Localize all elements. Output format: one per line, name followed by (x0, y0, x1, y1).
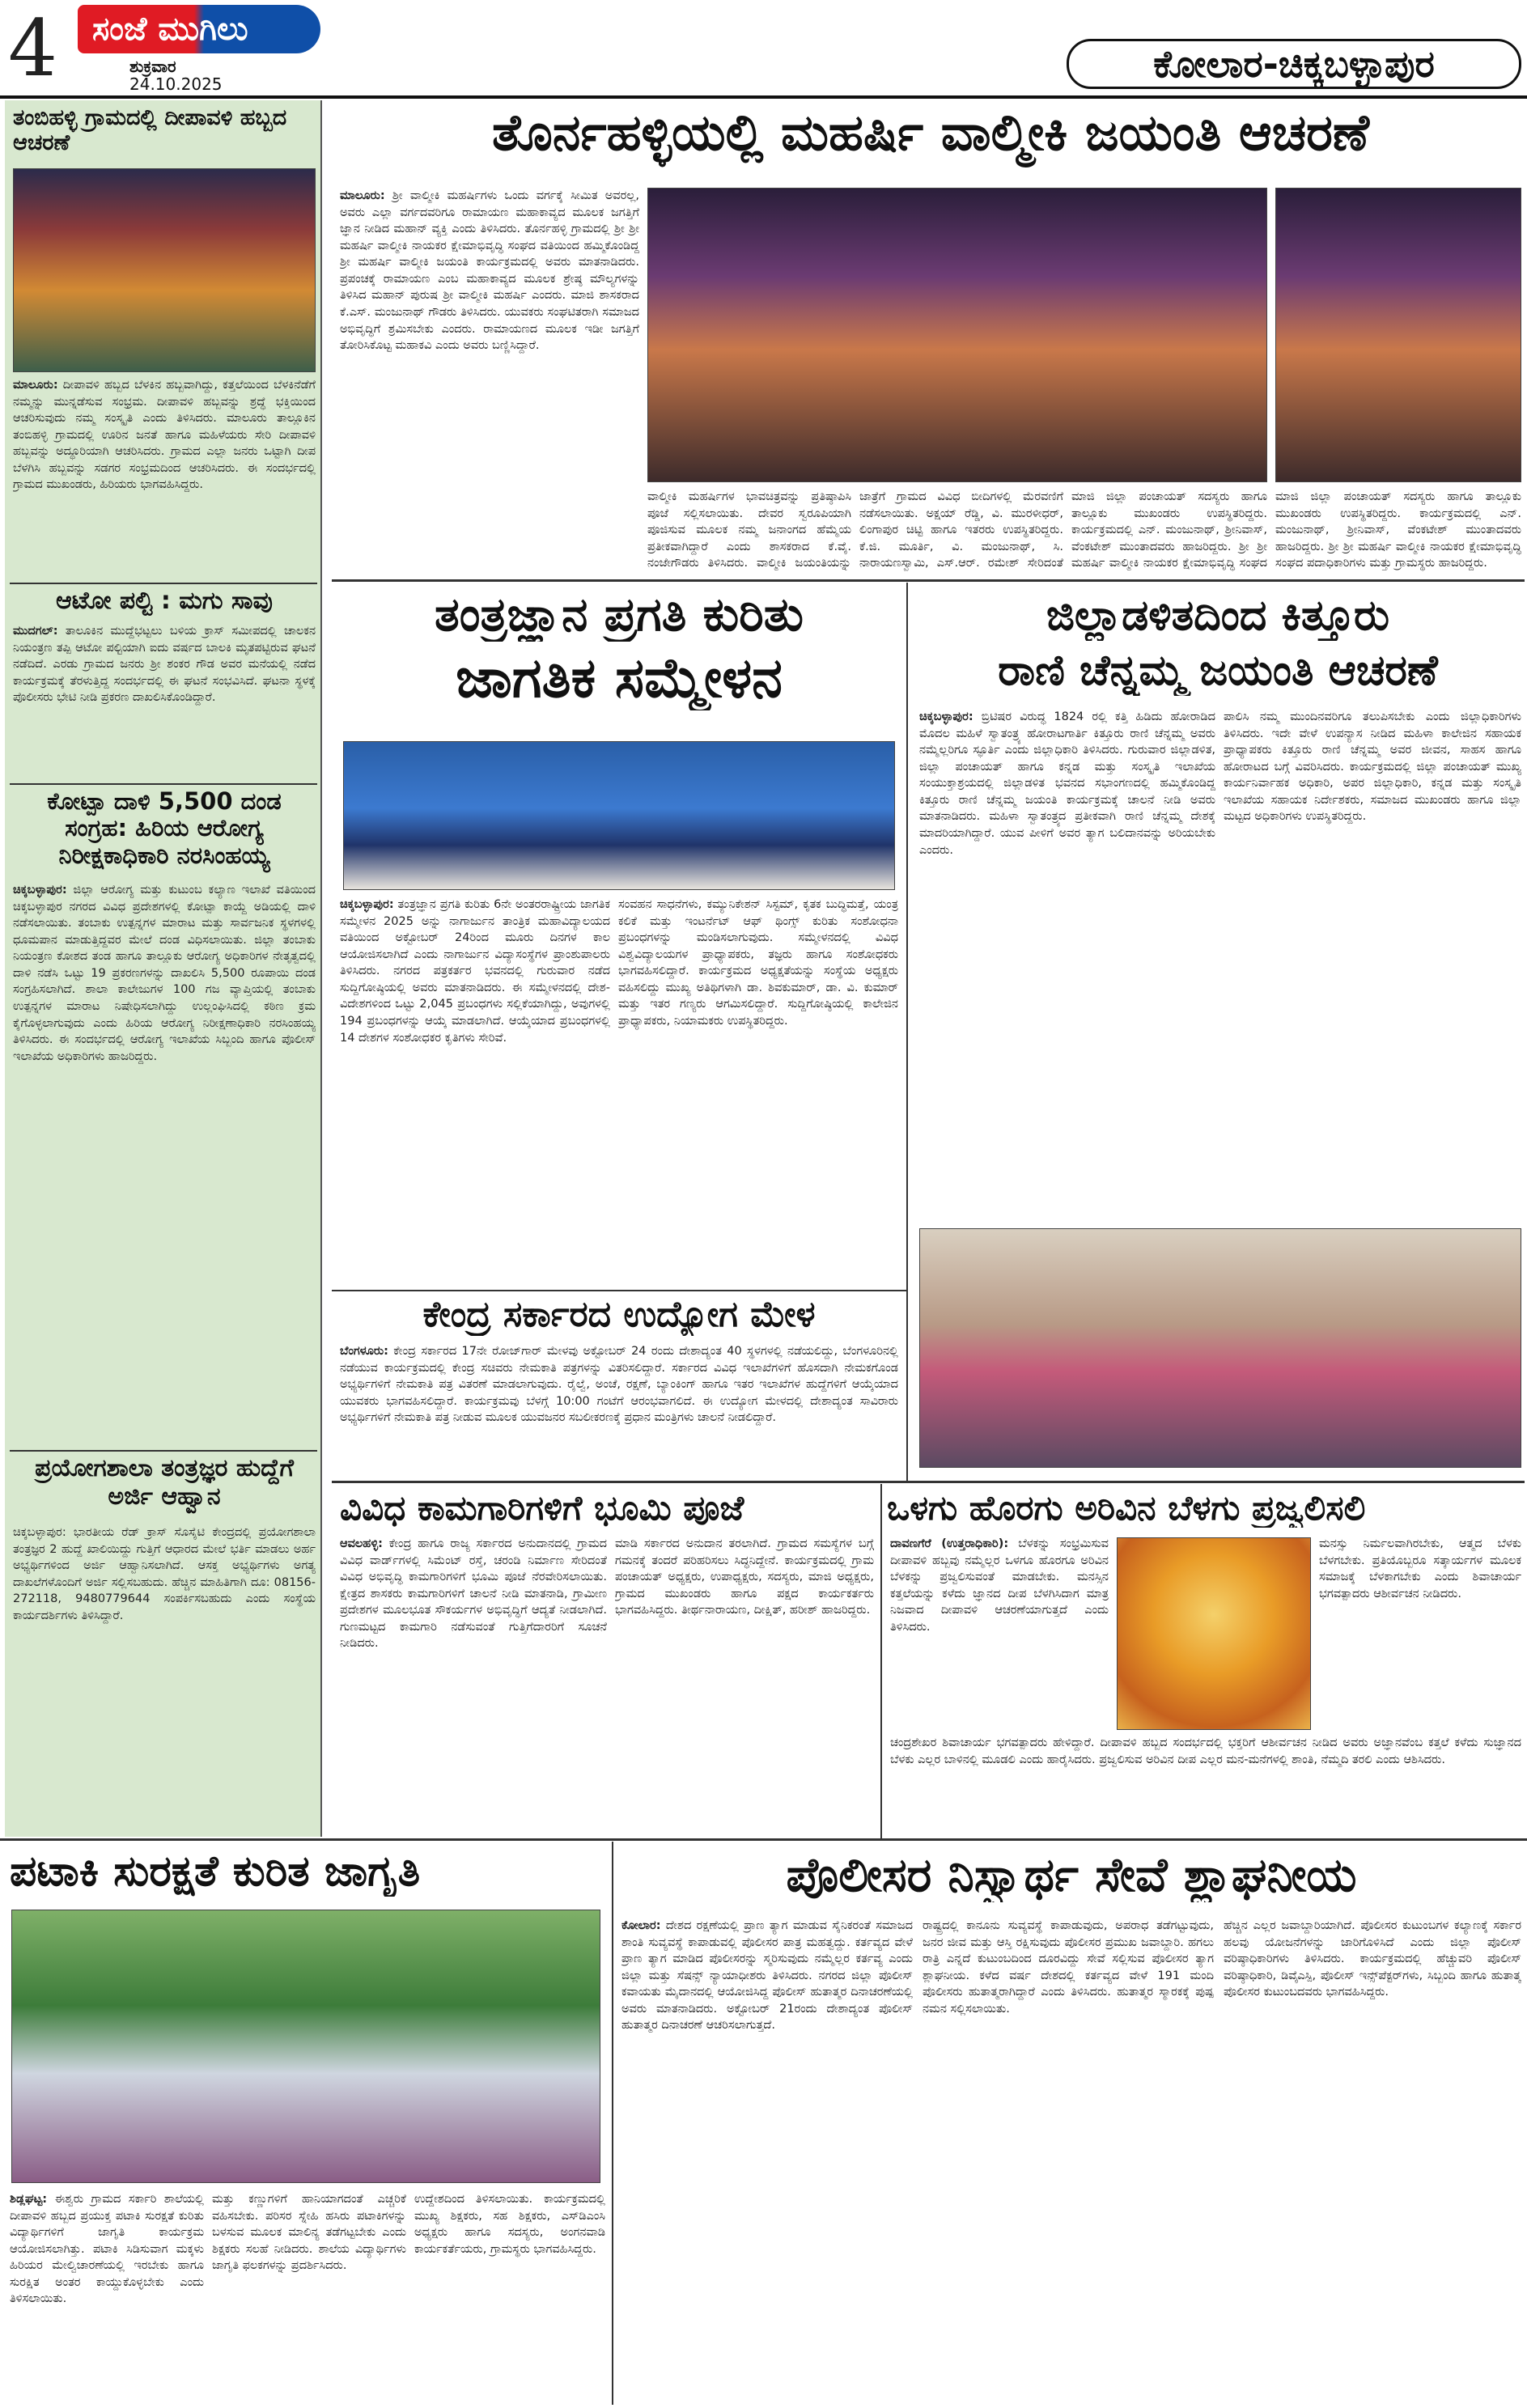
olagu-col2: ಮನಸ್ಸು ನಿರ್ಮಲವಾಗಿರಬೇಕು, ಆತ್ಮದ ಬೆಳಕು ಬೆಳಗಬೇಕು. ಪ್ರತಿಯೊಬ್ಬರೂ ಸತ್ಕಾರ್ಯಗಳ ಮೂಲಕ ಸಮಾಜಕ್ಕೆ ಬೆಳಕಾಗಬೇಕು ಎಂದು ಶಿವಾಚಾರ್ಯ ಭಗವತ್ಪಾದರು ಆಶೀರ್ವಚನ ನೀಡಿದರು. (1319, 1537, 1521, 1600)
lead-col4: ಮಾಜಿ ಜಿಲ್ಲಾ ಪಂಚಾಯತ್ ಸದಸ್ಯರು ಹಾಗೂ ತಾಲ್ಲೂಕು ಮುಖಂಡರು ಉಪಸ್ಥಿತರಿದ್ದರು. ಕಾರ್ಯಕ್ರಮದಲ್ಲಿ ಎನ್. ಮಂಜುನಾಥ್, ಶ್ರೀನಿವಾಸ್, ವೆಂಕಟೇಶ್ ಮುಂತಾದವರು ಹಾಜರಿದ್ದರು. ಶ್ರೀ ಶ್ರೀ ಮಹರ್ಷಿ ವಾಲ್ಮೀಕಿ ನಾಯಕರ ಕ್ಷೇಮಾಭಿವೃದ್ಧಿ ಸಂಘದ ಪದಾಧಿಕಾರಿಗಳು ಮತ್ತು ಗ್ರಾಮಸ್ಥರು ಹಾಜರಿದ್ದರು. (1275, 490, 1521, 570)
divider (0, 1838, 1527, 1841)
lead-col3: ಜಾತ್ರೆಗೆ ಗ್ರಾಮದ ವಿವಿಧ ಬೀದಿಗಳಲ್ಲಿ ಮೆರವಣಿಗೆ ನಡೆಸಲಾಯಿತು. ಅಕ್ಷಯ್ ರೆಡ್ಡಿ, ವಿ. ಮುರಳೀಧರ್, ಲಿಂಗಾಪುರ ಚಿಟ್ಟಿ ಹಾಗೂ ಇತರರು ಉಪಸ್ಥಿತರಿದ್ದರು. ಕೆ.ಜಿ. ಮೂರ್ತಿ, ವಿ. ಮಂಜುನಾಥ್, ಸಿ. ನಾರಾಯಣಸ್ವಾಮಿ, ಎಸ್.ಆರ್. ರಮೇಶ್ ಸೇರಿದಂತೆ (859, 490, 1063, 570)
police-col1: ಕೋಲಾರ: ದೇಶದ ರಕ್ಷಣೆಯಲ್ಲಿ ಪ್ರಾಣ ತ್ಯಾಗ ಮಾಡುವ ಸೈನಿಕರಂತೆ ಸಮಾಜದ ಶಾಂತಿ ಸುವ್ಯವಸ್ಥೆ ಕಾಪಾಡುವಲ್ಲಿ ಪೊಲೀಸರ ಪಾತ್ರ ಮಹತ್ವದ್ದು. ಕರ್ತವ್ಯದ ವೇಳೆ ಪ್ರಾಣ ತ್ಯಾಗ ಮಾಡಿದ ಪೊಲೀಸರನ್ನು ಸ್ಮರಿಸುವುದು ನಮ್ಮೆಲ್ಲರ ಕರ್ತವ್ಯ ಎಂದು ಜಿಲ್ಲಾ ಮತ್ತು ಸೆಷನ್ಸ್ ನ್ಯಾಯಾಧೀಶರು ತಿಳಿಸಿದರು. ನಗರದ ಜಿಲ್ಲಾ ಪೊಲೀಸ್ ಕವಾಯತು ಮೈದಾನದಲ್ಲಿ ಆಯೋಜಿಸಿದ್ದ ಪೊಲೀಸ್ ಹುತಾತ್ಮರ ದಿನಾಚರಣೆಯಲ್ಲಿ ಅವರು ಮಾತನಾಡಿದರು. ಅಕ್ಟೋಬರ್ 21ರಂದು ದೇಶಾದ್ಯಂತ ಪೊಲೀಸ್ ಹುತಾತ್ಮರ ದಿನಾಚರಣೆ ಆಚರಿಸಲಾಗುತ್ತದೆ. (621, 1919, 913, 2033)
bhoomi-col2: ಮಾಡಿ ಸರ್ಕಾರದ ಅನುದಾನ ತರಲಾಗಿದೆ. ಗ್ರಾಮದ ಸಮಸ್ಯೆಗಳ ಬಗ್ಗೆ ಗಮನಕ್ಕೆ ತಂದರೆ ಪರಿಹರಿಸಲು ಸಿದ್ಧನಿದ್ದೇನೆ. ಕಾರ್ಯಕ್ರಮದಲ್ಲಿ ಗ್ರಾಮ ಪಂಚಾಯತ್ ಅಧ್ಯಕ್ಷರು, ಉಪಾಧ್ಯಕ್ಷರು, ಸದಸ್ಯರು, ಮಾಜಿ ಅಧ್ಯಕ್ಷರು, ಗ್ರಾಮದ ಮುಖಂಡರು ಹಾಗೂ ಪಕ್ಷದ ಕಾರ್ಯಕರ್ತರು ಭಾಗವಹಿಸಿದ್ದರು. ತೀರ್ಥನಾರಾಯಣ, ದೀಕ್ಷಿತ್, ಹರೀಶ್ ಹಾಜರಿದ್ದರು. (615, 1537, 874, 1617)
pataki-col3: ಉದ್ದೇಶದಿಂದ ತಿಳಿಸಲಾಯಿತು. ಕಾರ್ಯಕ್ರಮದಲ್ಲಿ ಮುಖ್ಯ ಶಿಕ್ಷಕರು, ಸಹ ಶಿಕ್ಷಕರು, ಎಸ್‌ಡಿಎಂಸಿ ಅಧ್ಯಕ್ಷರು ಹಾಗೂ ಸದಸ್ಯರು, ಅಂಗನವಾಡಿ ಕಾರ್ಯಕರ್ತೆಯರು, ಗ್ರಾಮಸ್ಥರು ಭಾಗವಹಿಸಿದ್ದರು. (414, 2193, 605, 2256)
lead-col2: ವಾಲ್ಮೀಕಿ ಮಹರ್ಷಿಗಳ ಭಾವಚಿತ್ರವನ್ನು ಪ್ರತಿಷ್ಠಾಪಿಸಿ ಪೂಜೆ ಸಲ್ಲಿಸಲಾಯಿತು. ದೇವರ ಸ್ವರೂಪಿಯಾಗಿ ಪೂಜಿಸುವ ಮೂಲಕ ನಮ್ಮ ಜನಾಂಗದ ಹೆಮ್ಮೆಯ ಪ್ರತೀಕವಾಗಿದ್ದಾರೆ ಎಂದು ಶಾಸಕರಾದ ಕೆ.ವೈ. ನಂಜೇಗೌಡರು ತಿಳಿಸಿದರು. ವಾಲ್ಮೀಕಿ ಜಯಂತಿಯನ್ನು (647, 490, 851, 570)
pataki-col1: ಶಿಡ್ಲಘಟ್ಟ: ಈಶ್ವರು ಗ್ರಾಮದ ಸರ್ಕಾರಿ ಶಾಲೆಯಲ್ಲಿ ದೀಪಾವಳಿ ಹಬ್ಬದ ಪ್ರಯುಕ್ತ ಪಟಾಕಿ ಸುರಕ್ಷತೆ ಕುರಿತು ವಿದ್ಯಾರ್ಥಿಗಳಿಗೆ ಜಾಗೃತಿ ಕಾರ್ಯಕ್ರಮ ಆಯೋಜಿಸಲಾಗಿತ್ತು. ಪಟಾಕಿ ಸಿಡಿಸುವಾಗ ಮಕ್ಕಳು ಹಿರಿಯರ ಮೇಲ್ವಿಚಾರಣೆಯಲ್ಲಿ ಇರಬೇಕು ಹಾಗೂ ಸುರಕ್ಷಿತ ಅಂತರ ಕಾಯ್ದುಕೊಳ್ಳಬೇಕು ಎಂದು ತಿಳಿಸಲಾಯಿತು. (10, 2193, 204, 2306)
divider (10, 1450, 317, 1452)
issue-date: 24.10.2025 (129, 74, 223, 94)
sidebar-s1-photo (13, 168, 316, 372)
divider (332, 1481, 1525, 1483)
bhoomi-col1: ಆವಲಹಳ್ಳಿ: ಕೇಂದ್ರ ಹಾಗೂ ರಾಜ್ಯ ಸರ್ಕಾರದ ಅನುದಾನದಲ್ಲಿ ಗ್ರಾಮದ ವಿವಿಧ ವಾರ್ಡ್‌ಗಳಲ್ಲಿ ಸಿಮೆಂಟ್ ರಸ್ತೆ, ಚರಂಡಿ ನಿರ್ಮಾಣ ಸೇರಿದಂತೆ ವಿವಿಧ ಅಭಿವೃದ್ಧಿ ಕಾಮಗಾರಿಗಳಿಗೆ ಭೂಮಿ ಪೂಜೆ ನೆರವೇರಿಸಲಾಯಿತು. ಕ್ಷೇತ್ರದ ಶಾಸಕರು ಕಾಮಗಾರಿಗಳಿಗೆ ಚಾಲನೆ ನೀಡಿ ಮಾತನಾಡಿ, ಗ್ರಾಮೀಣ ಪ್ರದೇಶಗಳ ಮೂಲಭೂತ ಸೌಕರ್ಯಗಳ ಅಭಿವೃದ್ಧಿಗೆ ಆದ್ಯತೆ ನೀಡಲಾಗಿದೆ. ಗುಣಮಟ್ಟದ ಕಾಮಗಾರಿ ನಡೆಸುವಂತೆ ಗುತ್ತಿಗೆದಾರರಿಗೆ ಸೂಚನೆ ನೀಡಿದರು. (340, 1537, 607, 1651)
police-col2: ರಾಷ್ಟ್ರದಲ್ಲಿ ಕಾನೂನು ಸುವ್ಯವಸ್ಥೆ ಕಾಪಾಡುವುದು, ಅಪರಾಧ ತಡೆಗಟ್ಟುವುದು, ಜನರ ಜೀವ ಮತ್ತು ಆಸ್ತಿ ರಕ್ಷಿಸುವುದು ಪೊಲೀಸರ ಪ್ರಮುಖ ಜವಾಬ್ದಾರಿ. ಹಗಲು ರಾತ್ರಿ ಎನ್ನದೆ ಕುಟುಂಬದಿಂದ ದೂರವಿದ್ದು ಸೇವೆ ಸಲ್ಲಿಸುವ ಪೊಲೀಸರ ತ್ಯಾಗ ಶ್ಲಾಘನೀಯ. ಕಳೆದ ವರ್ಷ ದೇಶದಲ್ಲಿ ಕರ್ತವ್ಯದ ವೇಳೆ 191 ಮಂದಿ ಪೊಲೀಸರು ಹುತಾತ್ಮರಾಗಿದ್ದಾರೆ ಎಂದು ತಿಳಿಸಿದರು. ಹುತಾತ್ಮರ ಸ್ಮಾರಕಕ್ಕೆ ಪುಷ್ಪ ನಮನ ಸಲ್ಲಿಸಲಾಯಿತು. (923, 1919, 1214, 2016)
sidebar-s1-body: ಮಾಲೂರು: ದೀಪಾವಳಿ ಹಬ್ಬದ ಬೆಳಕಿನ ಹಬ್ಬವಾಗಿದ್ದು, ಕತ್ತಲೆಯಿಂದ ಬೆಳಕಿನೆಡೆಗೆ ನಮ್ಮನ್ನು ಮುನ್ನಡೆಸುವ ಸಂಭ್ರಮ. ದೀಪಾವಳಿ ಹಬ್ಬವನ್ನು ಶ್ರದ್ಧೆ ಭಕ್ತಿಯಿಂದ ಆಚರಿಸುವುದು ನಮ್ಮ ಸಂಸ್ಕೃತಿ ಎಂದು ತಿಳಿಸಿದರು. ಮಾಲೂರು ತಾಲ್ಲೂಕಿನ ತಂಬಿಹಳ್ಳಿ ಗ್ರಾಮದಲ್ಲಿ ಊರಿನ ಜನತೆ ಹಾಗೂ ಮಹಿಳೆಯರು ಸೇರಿ ದೀಪಾವಳಿ ಹಬ್ಬವನ್ನು ಅದ್ಧೂರಿಯಾಗಿ ಆಚರಿಸಿದರು. ಗ್ರಾಮದ ಎಲ್ಲಾ ಜನರು ಒಟ್ಟಾಗಿ ದೀಪ ಬೆಳಗಿಸಿ ಹಬ್ಬವನ್ನು ಸಡಗರ ಸಂಭ್ರಮದಿಂದ ಆಚರಿಸಿದರು. ಈ ಸಂದರ್ಭದಲ್ಲಿ ಗ್ರಾಮದ ಮುಖಂಡರು, ಹಿರಿಯರು ಭಾಗವಹಿಸಿದ್ದರು. (13, 379, 316, 492)
tech-photo (343, 741, 895, 890)
divider (880, 1484, 882, 1840)
pataki-col2: ಮತ್ತು ಕಣ್ಣುಗಳಿಗೆ ಹಾನಿಯಾಗದಂತೆ ಎಚ್ಚರಿಕೆ ವಹಿಸಬೇಕು. ಪರಿಸರ ಸ್ನೇಹಿ ಹಸಿರು ಪಟಾಕಿಗಳನ್ನು ಬಳಸುವ ಮೂಲಕ ಮಾಲಿನ್ಯ ತಡೆಗಟ್ಟಬೇಕು ಎಂದು ಶಿಕ್ಷಕರು ಸಲಹೆ ನೀಡಿದರು. ಶಾಲೆಯ ವಿದ್ಯಾರ್ಥಿಗಳು ಜಾಗೃತಿ ಫಲಕಗಳನ್ನು ಪ್ರದರ್ಶಿಸಿದರು. (212, 2193, 406, 2273)
page-number: 4 (8, 3, 58, 94)
weekday: ಶುಕ್ರವಾರ (129, 57, 176, 76)
jobfair-body: ಬೆಂಗಳೂರು: ಕೇಂದ್ರ ಸರ್ಕಾರದ 17ನೇ ರೋಜ್‌ಗಾರ್ ಮೇಳವು ಅಕ್ಟೋಬರ್ 24 ರಂದು ದೇಶಾದ್ಯಂತ 40 ಸ್ಥಳಗಳಲ್ಲಿ ನಡೆಯಲಿದ್ದು, ಬೆಂಗಳೂರಿನಲ್ಲಿ ನಡೆಯುವ ಕಾರ್ಯಕ್ರಮದಲ್ಲಿ ಕೇಂದ್ರ ಸಚಿವರು ನೇಮಕಾತಿ ಪತ್ರಗಳನ್ನು ವಿತರಿಸಲಿದ್ದಾರೆ. ಸರ್ಕಾರದ ವಿವಿಧ ಇಲಾಖೆಗಳಿಗೆ ಹೊಸದಾಗಿ ನೇಮಕಗೊಂಡ ಅಭ್ಯರ್ಥಿಗಳಿಗೆ ನೇಮಕಾತಿ ಪತ್ರ ವಿತರಣೆ ಮಾಡಲಾಗುವುದು. ರೈಲ್ವೆ, ಅಂಚೆ, ರಕ್ಷಣೆ, ಬ್ಯಾಂಕಿಂಗ್ ಹಾಗೂ ಇತರ ಇಲಾಖೆಗಳ ಹುದ್ದೆಗಳಿಗೆ ಆಯ್ಕೆಯಾದ ಯುವಕರು ಭಾಗವಹಿಸಲಿದ್ದಾರೆ. ಕಾರ್ಯಕ್ರಮವು ಬೆಳಗ್ಗೆ 10:00 ಗಂಟೆಗೆ ಆರಂಭವಾಗಲಿದೆ. ಈ ಉದ್ಯೋಗ ಮೇಳದಲ್ಲಿ ದೇಶಾದ್ಯಂತ ಸಾವಿರಾರು ಅಭ್ಯರ್ಥಿಗಳಿಗೆ ನೇಮಕಾತಿ ಪತ್ರ ನೀಡುವ ಮೂಲಕ ಯುವಜನರ ಸಬಲೀಕರಣಕ್ಕೆ ಪ್ರಧಾನ ಮಂತ್ರಿಗಳು ಚಾಲನೆ ನೀಡಲಿದ್ದಾರೆ. (340, 1345, 898, 1425)
region-banner: ಕೋಲಾರ-ಚಿಕ್ಕಬಳ್ಳಾಪುರ (1067, 39, 1521, 89)
lead-photo-side (1275, 188, 1521, 482)
police-col3: ಹೆಚ್ಚಿನ ಎಲ್ಲರ ಜವಾಬ್ದಾರಿಯಾಗಿದೆ. ಪೊಲೀಸರ ಕುಟುಂಬಗಳ ಕಲ್ಯಾಣಕ್ಕೆ ಸರ್ಕಾರ ಹಲವು ಯೋಜನೆಗಳನ್ನು ಜಾರಿಗೊಳಿಸಿದೆ ಎಂದು ಜಿಲ್ಲಾ ಪೊಲೀಸ್ ವರಿಷ್ಠಾಧಿಕಾರಿಗಳು ತಿಳಿಸಿದರು. ಕಾರ್ಯಕ್ರಮದಲ್ಲಿ ಹೆಚ್ಚುವರಿ ಪೊಲೀಸ್ ವರಿಷ್ಠಾಧಿಕಾರಿ, ಡಿವೈಎಸ್ಪಿ, ಪೊಲೀಸ್ ಇನ್ಸ್‌ಪೆಕ್ಟರ್‌ಗಳು, ಸಿಬ್ಬಂದಿ ಹಾಗೂ ಹುತಾತ್ಮ ಪೊಲೀಸರ ಕುಟುಂಬದವರು ಭಾಗವಹಿಸಿದ್ದರು. (1224, 1919, 1521, 1999)
sidebar-s4-title: ಪ್ರಯೋಗಶಾಲಾ ತಂತ್ರಜ್ಞರ ಹುದ್ದೆಗೆ ಅರ್ಜಿ ಆಹ್ವಾನ (35, 1454, 294, 1511)
divider (332, 1290, 906, 1291)
divider (612, 1842, 613, 2405)
pataki-photo (11, 1910, 600, 2183)
olagu-col1: ದಾವಣಗೆರೆ (ಉತ್ತರಾಧಿಕಾರಿ): ಬೆಳಕನ್ನು ಸಂಭ್ರಮಿಸುವ ದೀಪಾವಳಿ ಹಬ್ಬವು ನಮ್ಮೆಲ್ಲರ ಒಳಗೂ ಹೊರಗೂ ಅರಿವಿನ ಬೆಳಕನ್ನು ಪ್ರಜ್ವಲಿಸುವಂತೆ ಮಾಡಬೇಕು. ಮನಸ್ಸಿನ ಕತ್ತಲೆಯನ್ನು ಕಳೆದು ಜ್ಞಾನದ ದೀಪ ಬೆಳಗಿಸಿದಾಗ ಮಾತ್ರ ನಿಜವಾದ ದೀಪಾವಳಿ ಆಚರಣೆಯಾಗುತ್ತದೆ ಎಂದು ತಿಳಿಸಿದರು. (890, 1537, 1109, 1634)
lead-headline: ತೊರ್ನಹಳ್ಳಿಯಲ್ಲಿ ಮಹರ್ಷಿ ವಾಲ್ಮೀಕಿ ಜಯಂತಿ ಆಚರಣೆ (491, 104, 1370, 162)
sidebar-s3-body: ಚಿಕ್ಕಬಳ್ಳಾಪುರ: ಜಿಲ್ಲಾ ಆರೋಗ್ಯ ಮತ್ತು ಕುಟುಂಬ ಕಲ್ಯಾಣ ಇಲಾಖೆ ವತಿಯಿಂದ ಚಿಕ್ಕಬಳ್ಳಾಪುರ ನಗರದ ವಿವಿಧ ಪ್ರದೇಶಗಳಲ್ಲಿ ಕೋಟ್ಪಾ ಕಾಯ್ದೆ ಅಡಿಯಲ್ಲಿ ದಾಳಿ ನಡೆಸಲಾಯಿತು. ತಂಬಾಕು ಉತ್ಪನ್ನಗಳ ಮಾರಾಟ ಮತ್ತು ಸಾರ್ವಜನಿಕ ಸ್ಥಳಗಳಲ್ಲಿ ಧೂಮಪಾನ ಮಾಡುತ್ತಿದ್ದವರ ಮೇಲೆ ದಂಡ ವಿಧಿಸಲಾಯಿತು. ಜಿಲ್ಲಾ ತಂಬಾಕು ನಿಯಂತ್ರಣ ಕೋಶದ ತಂಡ ಹಾಗೂ ತಾಲ್ಲೂಕು ಆರೋಗ್ಯ ಅಧಿಕಾರಿಗಳ ನೇತೃತ್ವದಲ್ಲಿ ದಾಳಿ ನಡೆಸಿ ಒಟ್ಟು 19 ಪ್ರಕರಣಗಳನ್ನು ದಾಖಲಿಸಿ 5,500 ರೂಪಾಯಿ ದಂಡ ಸಂಗ್ರಹಿಸಲಾಗಿದೆ. ಶಾಲಾ ಕಾಲೇಜುಗಳ 100 ಗಜ ವ್ಯಾಪ್ತಿಯಲ್ಲಿ ತಂಬಾಕು ಉತ್ಪನ್ನಗಳ ಮಾರಾಟ ನಿಷೇಧಿಸಲಾಗಿದ್ದು ಉಲ್ಲಂಘಿಸಿದಲ್ಲಿ ಕಠಿಣ ಕ್ರಮ ಕೈಗೊಳ್ಳಲಾಗುವುದು ಎಂದು ಹಿರಿಯ ಆರೋಗ್ಯ ನಿರೀಕ್ಷಣಾಧಿಕಾರಿ ನರಸಿಂಹಯ್ಯ ತಿಳಿಸಿದರು. ಈ ಸಂದರ್ಭದಲ್ಲಿ ಆರೋಗ್ಯ ಇಲಾಖೆಯ ಸಿಬ್ಬಂದಿ ಹಾಗೂ ಪೊಲೀಸ್ ಇಲಾಖೆಯ ಅಧಿಕಾರಿಗಳು ಹಾಜರಿದ್ದರು. (13, 884, 316, 1063)
jobfair-headline: ಕೇಂದ್ರ ಸರ್ಕಾರದ ಉದ್ಯೋಗ ಮೇಳ (422, 1295, 816, 1335)
header-rule (0, 95, 1527, 99)
olagu-photo (1117, 1537, 1311, 1730)
sidebar-s2-title: ಆಟೋ ಪಲ್ಟಿ : ಮಗು ಸಾವು (56, 587, 273, 615)
lead-col4b: ಮಾಜಿ ಜಿಲ್ಲಾ ಪಂಚಾಯತ್ ಸದಸ್ಯರು ಹಾಗೂ ತಾಲ್ಲೂಕು ಮುಖಂಡರು ಉಪಸ್ಥಿತರಿದ್ದರು. ಕಾರ್ಯಕ್ರಮದಲ್ಲಿ ಎನ್. ಮಂಜುನಾಥ್, ಶ್ರೀನಿವಾಸ್, ವೆಂಕಟೇಶ್ ಮುಂತಾದವರು ಹಾಜರಿದ್ದರು. ಶ್ರೀ ಶ್ರೀ ಮಹರ್ಷಿ ವಾಲ್ಮೀಕಿ ನಾಯಕರ ಕ್ಷೇಮಾಭಿವೃದ್ಧಿ ಸಂಘದ (1071, 490, 1267, 570)
tech-col2: ಸಂವಹನ ಸಾಧನೆಗಳು, ಕಮ್ಯುನಿಕೇಶನ್ ಸಿಸ್ಟಮ್, ಕೃತಕ ಬುದ್ಧಿಮತ್ತೆ, ಯಂತ್ರ ಕಲಿಕೆ ಮತ್ತು ಇಂಟರ್ನೆಟ್ ಆಫ್ ಥಿಂಗ್ಸ್ ಕುರಿತು ಸಂಶೋಧನಾ ಪ್ರಬಂಧಗಳನ್ನು ಮಂಡಿಸಲಾಗುವುದು. ಸಮ್ಮೇಳನದಲ್ಲಿ ವಿವಿಧ ವಿಶ್ವವಿದ್ಯಾಲಯಗಳ ಪ್ರಾಧ್ಯಾಪಕರು, ತಜ್ಞರು ಹಾಗೂ ಸಂಶೋಧಕರು ಭಾಗವಹಿಸಲಿದ್ದಾರೆ. ಕಾರ್ಯಕ್ರಮದ ಅಧ್ಯಕ್ಷತೆಯನ್ನು ಸಂಸ್ಥೆಯ ಅಧ್ಯಕ್ಷರು ವಹಿಸಲಿದ್ದು ಮುಖ್ಯ ಅತಿಥಿಗಳಾಗಿ ಡಾ. ಶಿವಕುಮಾರ್, ಡಾ. ವಿ. ಕುಮಾರ್ ಮತ್ತು ಇತರ ಗಣ್ಯರು ಆಗಮಿಸಲಿದ್ದಾರೆ. ಸುದ್ದಿಗೋಷ್ಠಿಯಲ್ಲಿ ಕಾಲೇಜಿನ ಪ್ರಾಧ್ಯಾಪಕರು, ನಿಯಾಮಕರು ಉಪಸ್ಥಿತರಿದ್ದರು. (618, 898, 898, 1028)
divider (906, 583, 908, 1481)
pataki-headline: ಪಟಾಕಿ ಸುರಕ್ಷತೆ ಕುರಿತ ಜಾಗೃತಿ (10, 1848, 421, 1896)
bhoomi-headline: ವಿವಿಧ ಕಾಮಗಾರಿಗಳಿಗೆ ಭೂಮಿ ಪೂಜೆ (340, 1489, 744, 1528)
divider (10, 583, 317, 584)
police-headline: ಪೊಲೀಸರ ನಿಸ್ವಾರ್ಥ ಸೇವೆ ಶ್ಲಾಘನೀಯ (786, 1848, 1357, 1902)
lead-photo-main (647, 188, 1267, 482)
olagu-headline: ಒಳಗು ಹೊರಗು ಅರಿವಿನ ಬೆಳಗು ಪ್ರಜ್ವಲಿಸಲಿ (887, 1489, 1366, 1528)
kittur-col2: ಪಾಲಿಸಿ ನಮ್ಮ ಮುಂದಿನವರಿಗೂ ತಲುಪಿಸಬೇಕು ಎಂದು ಜಿಲ್ಲಾಧಿಕಾರಿಗಳು ತಿಳಿಸಿದರು. ಇದೇ ವೇಳೆ ಉಪನ್ಯಾಸ ನೀಡಿದ ಮಹಿಳಾ ಕಾಲೇಜಿನ ಸಹಾಯಕ ಪ್ರಾಧ್ಯಾಪಕರು ಕಿತ್ತೂರು ರಾಣಿ ಚೆನ್ನಮ್ಮ ಅವರ ಜೀವನ, ಸಾಹಸ ಹಾಗೂ ಹೋರಾಟದ ಬಗ್ಗೆ ವಿವರಿಸಿದರು. ಕಾರ್ಯಕ್ರಮದಲ್ಲಿ ಜಿಲ್ಲಾ ಪಂಚಾಯತ್ ಮುಖ್ಯ ಕಾರ್ಯನಿರ್ವಾಹಕ ಅಧಿಕಾರಿ, ಅಪರ ಜಿಲ್ಲಾಧಿಕಾರಿ, ಕನ್ನಡ ಮತ್ತು ಸಂಸ್ಕೃತಿ ಇಲಾಖೆಯ ಸಹಾಯಕ ನಿರ್ದೇಶಕರು, ಸಮಾಜದ ಮುಖಂಡರು ಹಾಗೂ ಜಿಲ್ಲಾ ಮಟ್ಟದ ಅಧಿಕಾರಿಗಳು ಉಪಸ್ಥಿತರಿದ್ದರು. (1224, 710, 1521, 824)
sidebar-s2-body: ಮುದಗಲ್: ತಾಲೂಕಿನ ಮುದ್ದೆಭಟ್ಟಲು ಬಳಿಯ ಕ್ರಾಸ್ ಸಮೀಪದಲ್ಲಿ ಚಾಲಕನ ನಿಯಂತ್ರಣ ತಪ್ಪಿ ಆಟೋ ಪಲ್ಟಿಯಾಗಿ ಐದು ವರ್ಷದ ಬಾಲಕಿ ಮೃತಪಟ್ಟಿರುವ ಘಟನೆ ನಡೆದಿದೆ. ಎರಡು ಗ್ರಾಮದ ಜನರು ಶ್ರೀ ಶಂಕರ ಗೌಡ ಅವರ ಮನೆಯಲ್ಲಿ ನಡೆದ ಕಾರ್ಯಕ್ರಮಕ್ಕೆ ತೆರಳುತ್ತಿದ್ದ ಸಂದರ್ಭದಲ್ಲಿ ಈ ಘಟನೆ ಸಂಭವಿಸಿದೆ. ಘಟನಾ ಸ್ಥಳಕ್ಕೆ ಪೊಲೀಸರು ಭೇಟಿ ನೀಡಿ ಪ್ರಕರಣ ದಾಖಲಿಸಿಕೊಂಡಿದ್ದಾರೆ. (13, 625, 316, 705)
lead-col1: ಮಾಲೂರು: ಶ್ರೀ ವಾಲ್ಮೀಕಿ ಮಹರ್ಷಿಗಳು ಒಂದು ವರ್ಗಕ್ಕೆ ಸೀಮಿತ ಅವರಲ್ಲ, ಅವರು ಎಲ್ಲಾ ವರ್ಗದವರಿಗೂ ರಾಮಾಯಣ ಮಹಾಕಾವ್ಯದ ಮೂಲಕ ಜಗತ್ತಿಗೆ ಜ್ಞಾನ ನೀಡಿದ ಮಹಾನ್ ವ್ಯಕ್ತಿ ಎಂದು ತಿಳಿಸಿದರು. ತೊರ್ನಹಳ್ಳಿ ಗ್ರಾಮದಲ್ಲಿ ಶ್ರೀ ಶ್ರೀ ಮಹರ್ಷಿ ವಾಲ್ಮೀಕಿ ನಾಯಕರ ಕ್ಷೇಮಾಭಿವೃದ್ಧಿ ಸಂಘದ ವತಿಯಿಂದ ಹಮ್ಮಿಕೊಂಡಿದ್ದ ಶ್ರೀ ಮಹರ್ಷಿ ವಾಲ್ಮೀಕಿ ಜಯಂತಿ ಕಾರ್ಯಕ್ರಮದಲ್ಲಿ ಅವರು ಮಾತನಾಡಿದರು. ಪ್ರಪಂಚಕ್ಕೆ ರಾಮಾಯಣ ಎಂಬ ಮಹಾಕಾವ್ಯದ ಮೂಲಕ ಶ್ರೇಷ್ಠ ಮೌಲ್ಯಗಳನ್ನು ತಿಳಿಸಿದ ಮಹಾನ್ ಪುರುಷ ಶ್ರೀ ವಾಲ್ಮೀಕಿ ಮಹರ್ಷಿ ಎಂದರು. ಮಾಜಿ ಶಾಸಕರಾದ ಕೆ.ಎಸ್. ಮಂಜುನಾಥ್ ಗೌಡರು ತಿಳಿಸಿದರು. ಯುವಕರು ಸಂಘಟಿತರಾಗಿ ಸಮಾಜದ ಅಭಿವೃದ್ಧಿಗೆ ಶ್ರಮಿಸಬೇಕು ಎಂದರು. ರಾಮಾಯಣದ ಮೂಲಕ ಇಡೀ ಜಗತ್ತಿಗೆ ತೋರಿಸಿಕೊಟ್ಟ ಮಹಾಕವಿ ಎಂದು ಅವರು ಬಣ್ಣಿಸಿದ್ದಾರೆ. (340, 189, 639, 353)
kittur-headline-line2: ರಾಣಿ ಚೆನ್ನಮ್ಮ ಜಯಂತಿ ಆಚರಣೆ (998, 647, 1438, 695)
kittur-headline-line1: ಜಿಲ್ಲಾಡಳಿತದಿಂದ ಕಿತ್ತೂರು (1046, 592, 1390, 640)
tech-col1: ಚಿಕ್ಕಬಳ್ಳಾಪುರ: ತಂತ್ರಜ್ಞಾನ ಪ್ರಗತಿ ಕುರಿತು 6ನೇ ಅಂತರರಾಷ್ಟ್ರೀಯ ಜಾಗತಿಕ ಸಮ್ಮೇಳನ 2025 ಅನ್ನು ನಾಗಾರ್ಜುನ ತಾಂತ್ರಿಕ ಮಹಾವಿದ್ಯಾಲಯದ ವತಿಯಿಂದ ಅಕ್ಟೋಬರ್ 24ರಿಂದ ಮೂರು ದಿನಗಳ ಕಾಲ ಆಯೋಜಿಸಲಾಗಿದೆ ಎಂದು ನಾಗಾರ್ಜುನ ವಿದ್ಯಾಸಂಸ್ಥೆಗಳ ಪ್ರಾಂಶುಪಾಲರು ತಿಳಿಸಿದರು. ನಗರದ ಪತ್ರಕರ್ತರ ಭವನದಲ್ಲಿ ಗುರುವಾರ ನಡೆದ ಸುದ್ದಿಗೋಷ್ಠಿಯಲ್ಲಿ ಅವರು ಮಾತನಾಡಿದರು. ಈ ಸಮ್ಮೇಳನದಲ್ಲಿ ದೇಶ-ವಿದೇಶಗಳಿಂದ ಒಟ್ಟು 2,045 ಪ್ರಬಂಧಗಳು ಸಲ್ಲಿಕೆಯಾಗಿದ್ದು, ಅವುಗಳಲ್ಲಿ 194 ಪ್ರಬಂಧಗಳನ್ನು ಆಯ್ಕೆ ಮಾಡಲಾಗಿದೆ. ಆಯ್ಕೆಯಾದ ಪ್ರಬಂಧಗಳಲ್ಲಿ 14 ದೇಶಗಳ ಸಂಶೋಧಕರ ಕೃತಿಗಳು ಸೇರಿವೆ. (340, 898, 610, 1045)
divider (10, 783, 317, 785)
tech-headline-line1: ತಂತ್ರಜ್ಞಾನ ಪ್ರಗತಿ ಕುರಿತು (435, 587, 804, 642)
sidebar-s3-title: ಕೋಟ್ಪಾ ದಾಳಿ 5,500 ದಂಡ ಸಂಗ್ರಹ: ಹಿರಿಯ ಆರೋಗ್ಯ ನಿರೀಕ್ಷಕಾಧಿಕಾರಿ ನರಸಿಂಹಯ್ಯ (47, 787, 282, 869)
olagu-bottom: ಚಂದ್ರಶೇಖರ ಶಿವಾಚಾರ್ಯ ಭಗವತ್ಪಾದರು ಹೇಳಿದ್ದಾರೆ. ದೀಪಾವಳಿ ಹಬ್ಬದ ಸಂದರ್ಭದಲ್ಲಿ ಭಕ್ತರಿಗೆ ಆಶೀರ್ವಚನ ನೀಡಿದ ಅವರು ಅಜ್ಞಾನವೆಂಬ ಕತ್ತಲೆ ಕಳೆದು ಸುಜ್ಞಾನದ ಬೆಳಕು ಎಲ್ಲರ ಬಾಳಿನಲ್ಲಿ ಮೂಡಲಿ ಎಂದು ಹಾರೈಸಿದರು. ಪ್ರಜ್ವಲಿಸುವ ಅರಿವಿನ ದೀಪ ಎಲ್ಲರ ಮನ-ಮನೆಗಳಲ್ಲಿ ಶಾಂತಿ, ನೆಮ್ಮದಿ ತರಲಿ ಎಂದು ಆಶಿಸಿದರು. (890, 1736, 1521, 1766)
sidebar-s1-title: ತಂಬಿಹಳ್ಳಿ ಗ್ರಾಮದಲ್ಲಿ ದೀಪಾವಳಿ ಹಬ್ಬದ ಆಚರಣೆ (13, 105, 287, 156)
divider (332, 579, 1525, 582)
tech-headline-line2: ಜಾಗತಿಕ ಸಮ್ಮೇಳನ (456, 647, 783, 710)
masthead-logo: ಸಂಜೆ ಮುಗಿಲು (78, 5, 320, 53)
sidebar-s4-body: ಚಿಕ್ಕಬಳ್ಳಾಪುರ: ಭಾರತೀಯ ರೆಡ್ ಕ್ರಾಸ್ ಸೊಸೈಟಿ ಕೇಂದ್ರದಲ್ಲಿ ಪ್ರಯೋಗಶಾಲಾ ತಂತ್ರಜ್ಞರ 2 ಹುದ್ದೆ ಖಾಲಿಯಿದ್ದು ಗುತ್ತಿಗೆ ಆಧಾರದ ಮೇಲೆ ಭರ್ತಿ ಮಾಡಲು ಅರ್ಹ ಅಭ್ಯರ್ಥಿಗಳಿಂದ ಅರ್ಜಿ ಆಹ್ವಾನಿಸಲಾಗಿದೆ. ಆಸಕ್ತ ಅಭ್ಯರ್ಥಿಗಳು ಅಗತ್ಯ ದಾಖಲೆಗಳೊಂದಿಗೆ ಅರ್ಜಿ ಸಲ್ಲಿಸಬಹುದು. ಹೆಚ್ಚಿನ ಮಾಹಿತಿಗಾಗಿ ದೂ: 08156-272118, 9480779644 ಸಂಪರ್ಕಿಸಬಹುದು ಎಂದು ಸಂಸ್ಥೆಯ ಕಾರ್ಯದರ್ಶಿಗಳು ತಿಳಿಸಿದ್ದಾರೆ. (13, 1526, 316, 1622)
kittur-col1: ಚಿಕ್ಕಬಳ್ಳಾಪುರ: ಬ್ರಿಟಿಷರ ವಿರುದ್ಧ 1824 ರಲ್ಲಿ ಕತ್ತಿ ಹಿಡಿದು ಹೋರಾಡಿದ ಮೊದಲ ಮಹಿಳೆ ಸ್ವಾತಂತ್ರ್ಯ ಹೋರಾಟಗಾರ್ತಿ ಕಿತ್ತೂರು ರಾಣಿ ಚೆನ್ನಮ್ಮ ಅವರು ನಮ್ಮೆಲ್ಲರಿಗೂ ಸ್ಫೂರ್ತಿ ಎಂದು ಜಿಲ್ಲಾಧಿಕಾರಿ ತಿಳಿಸಿದರು. ಗುರುವಾರ ಜಿಲ್ಲಾಡಳಿತ, ಜಿಲ್ಲಾ ಪಂಚಾಯತ್ ಹಾಗೂ ಕನ್ನಡ ಮತ್ತು ಸಂಸ್ಕೃತಿ ಇಲಾಖೆಯ ಸಂಯುಕ್ತಾಶ್ರಯದಲ್ಲಿ ಜಿಲ್ಲಾಡಳಿತ ಭವನದ ಸಭಾಂಗಣದಲ್ಲಿ ಹಮ್ಮಿಕೊಂಡಿದ್ದ ಕಿತ್ತೂರು ರಾಣಿ ಚೆನ್ನಮ್ಮ ಜಯಂತಿ ಕಾರ್ಯಕ್ರಮಕ್ಕೆ ಚಾಲನೆ ನೀಡಿ ಅವರು ಮಾತನಾಡಿದರು. ಮಹಿಳಾ ಸ್ವಾತಂತ್ರ್ಯದ ಪ್ರತೀಕವಾಗಿ ರಾಣಿ ಚೆನ್ನಮ್ಮ ದೇಶಕ್ಕೆ ಮಾದರಿಯಾಗಿದ್ದಾರೆ. ಯುವ ಪೀಳಿಗೆ ಅವರ ತ್ಯಾಗ ಬಲಿದಾನವನ್ನು ಅರಿಯಬೇಕು ಎಂದರು. (919, 710, 1215, 857)
kittur-photo (919, 1228, 1521, 1468)
